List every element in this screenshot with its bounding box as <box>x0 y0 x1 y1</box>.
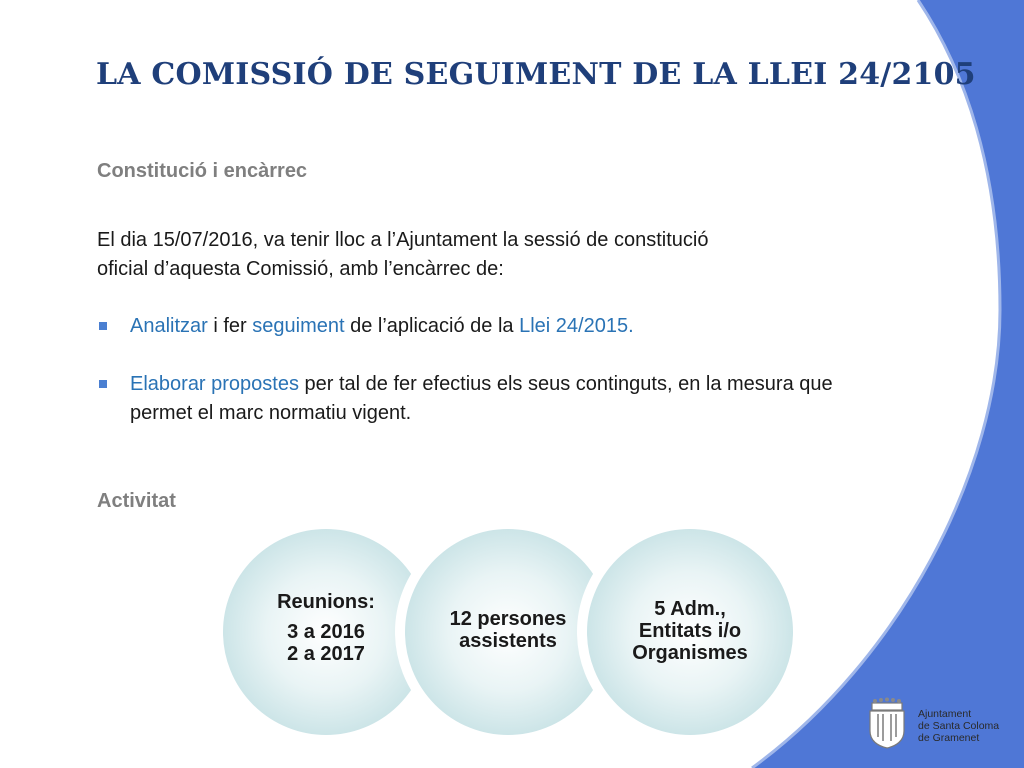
intro-line-2: oficial d’aquesta Comissió, amb l’encàrrec de: <box>97 258 504 280</box>
highlight-text: Analitzar <box>130 315 208 337</box>
circle-3-line-2: Entitats i/o <box>638 620 742 642</box>
circle-3-line-3: Organismes <box>632 642 748 664</box>
circle-2-line-2: assistents <box>459 630 557 652</box>
circle-1-label <box>236 591 416 665</box>
plain-text: per tal de fer efectius els seus continguts, en la mesura que permet el marc normatiu vigent. <box>130 373 833 424</box>
circle-3-line-1: 5 Adm., <box>654 598 726 620</box>
highlight-text: seguiment <box>252 315 345 337</box>
section-heading-constitucio: Constitució i encàrrec <box>97 160 308 182</box>
circle-1-line-2016: 3 a 2016 <box>287 621 365 643</box>
logo-line-2: de Santa Coloma <box>918 720 1000 732</box>
intro-line-1: El dia 15/07/2016, va tenir lloc a l’Ajuntament la sessió de constitució <box>97 229 709 251</box>
highlight-text: Elaborar propostes <box>130 373 299 395</box>
circle-1-line-2017: 2 a 2017 <box>287 643 365 665</box>
logo-text <box>918 708 999 744</box>
logo-line-1: Ajuntament <box>918 708 972 720</box>
circle-2-line-1: 12 persones <box>449 608 567 630</box>
logo-line-3: de Gramenet <box>918 732 980 744</box>
circle-2-label <box>418 608 598 652</box>
highlight-text: Llei 24/2015. <box>519 315 634 337</box>
section-heading-activitat: Activitat <box>97 490 176 512</box>
circle-1-heading: Reunions: <box>277 591 375 613</box>
coat-of-arms-icon <box>862 697 912 749</box>
circle-3-label <box>600 598 780 664</box>
slide-title: LA COMISSIÓ DE SEGUIMENT DE LA LLEI 24/2105 <box>96 57 976 92</box>
plain-text: de l’aplicació de la <box>344 315 520 337</box>
plain-text: i fer <box>207 315 253 337</box>
